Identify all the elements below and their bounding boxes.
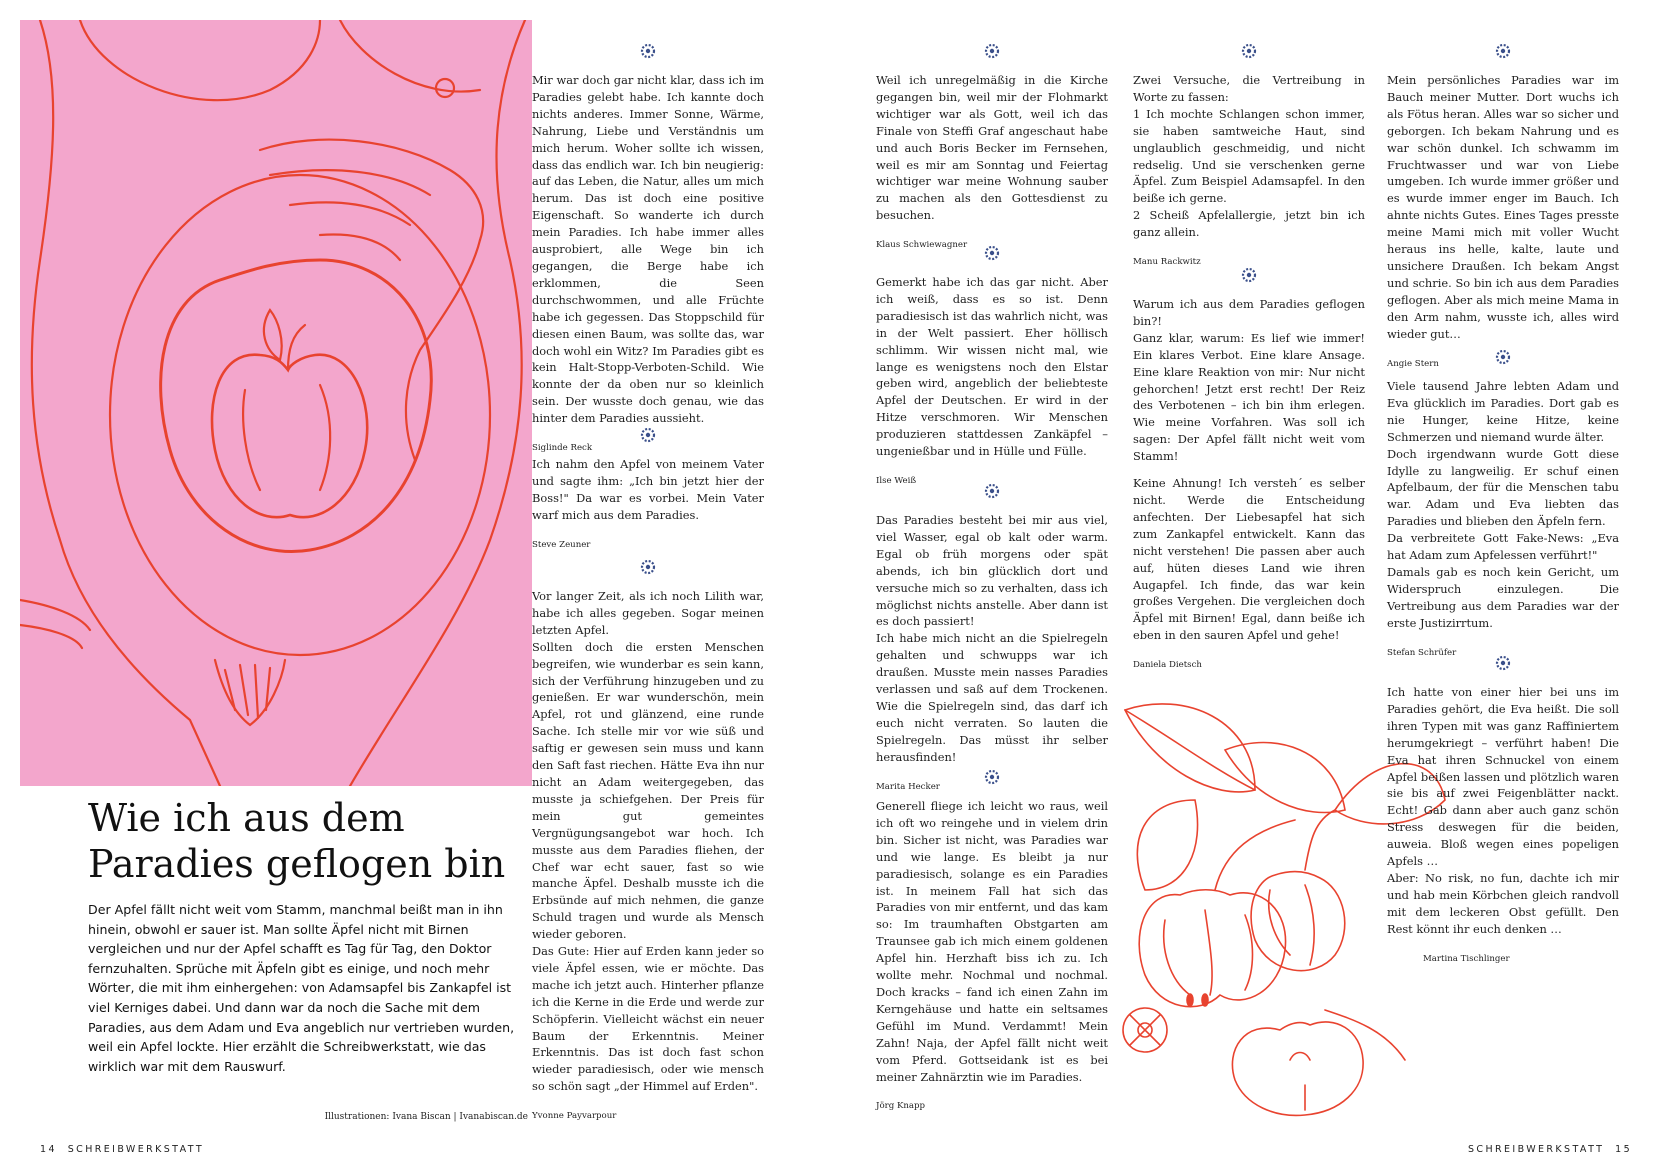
ornament-icon (983, 244, 1001, 262)
entry-10 (1387, 42, 1619, 372)
ornament-icon (1494, 348, 1512, 366)
ornament-icon (1494, 654, 1512, 672)
entry-12 (1387, 654, 1619, 968)
entry-text: Ich habe mich nicht an die Spielregeln gehalten und schwupps war ich draußen. Musste mein nasses Paradies verlassen und saß auf dem Trockenen. Wie die Spielregeln sind, das darf ich euch nicht verraten. So lauten die Spielregeln. Das müsst ihr selber herausfinden! (876, 631, 1108, 764)
entry-2 (532, 426, 764, 554)
entry-9 (1133, 266, 1365, 674)
entry-text: Mir war doch gar nicht klar, dass ich im Paradies gelebt habe. Ich kannte doch nichts anderes. Immer Sonne, Wärme, Nahrung, Liebe und Verständnis um mich herum. Woher sollte ich wissen, dass das endlich war. Ich bin neugierig: auf das Leben, die Natur, alles um mich herum. Das ist doch eine positive Eigenschaft. So wanderte ich durch mein Paradies. Ich habe immer alles ausprobiert, alle Wege bin ich gegangen, die Berge habe ich erklommen, die Seen durchschwommen, und alle Früchte habe ich gegessen. Das Stoppschild für diesen einen Baum, was sollte das, war doch wohl ein Witz? Im Paradies gibt es kein Halt-Stopp-Verboten-Schild. Wie konnte der da oben nur so kleinlich sein. Der wusste doch genau, wie das hinter dem Paradies aussieht. (532, 73, 764, 426)
entry-text: Ich hatte von einer hier bei uns im Paradies gehört, die Eva heißt. Die soll ihren Typen mit was ganz Raffiniertem herumgekriegt – verführt haben! Die Eva hat ihren Schnuckel von einem Apfel beißen lassen und plötzlich waren sie bis auf zwei Feigenblätter nackt. Echt! Gab dann aber auch ganz schön Stress deswegen für die beiden, auweia. Bloß wegen eines popeligen Apfels … (1387, 685, 1619, 869)
illustration-credit: Illustrationen: Ivana Biscan | Ivanabiscan.de (324, 1112, 528, 1122)
entry-author: Stefan Schrüfer (1387, 647, 1457, 658)
entry-text: Generell fliege ich leicht wo raus, weil ich oft wo reingehe und in vielem drin bin. Sicher ist nicht, was Paradies war und wie lange. Es bleibt ja nur paradiesisch, solange es ein Paradies ist. In meinem Fall hat sich das Paradies von mir entfernt, und das kam so: Im traumhaften Obstgarten am Traunsee gab ich mich einem goldenen Apfel hin. Herzhaft biss ich zu. Ich wollte mehr. Nochmal und nochmal. Doch kracks – fand ich einen Zahn im Kerngehäuse und hatte ein seltsames Gefühl im Mund. Verdammt! Mein Zahn! Naja, der Apfel fällt nicht weit vom Pferd. Gottseidank ist es bei meiner Zahnärztin wie im Paradies. (876, 799, 1108, 1084)
pregnant-belly-illustration (20, 20, 532, 786)
section-name-right: SCHREIBWERKSTATT (1468, 1144, 1605, 1155)
entry-author: Ilse Weiß (876, 475, 917, 486)
ornament-icon (983, 42, 1001, 60)
entry-author: Siglinde Reck (532, 443, 593, 454)
entry-text: Das Paradies besteht bei mir aus viel, viel Wasser, egal ob kalt oder warm. Egal ob früh morgens oder spät abends, ich bin glücklich dort und versuche mich so zu verhalten, dass ich möglichst nichts anstelle. Aber dann ist es doch passiert! (876, 513, 1108, 629)
entry-text: Das Gute: Hier auf Erden kann jeder so viele Äpfel essen, wie er möchte. Das mache ich jetzt auch. Hinterher pflanze ich die Kerne in die Erde und werde zur Schöpferin. Vielleicht wächst ein neuer Baum der Erkenntnis. Meiner Erkenntnis. Das ist doch fast schon wieder paradiesisch, oder wie mensch so schön sagt „der Himmel auf Erden". (532, 944, 764, 1094)
page-number-right: 15 (1615, 1144, 1633, 1155)
entry-author: Martina Tischlinger (1423, 953, 1510, 964)
entry-text: 2 Scheiß Apfelallergie, jetzt bin ich ganz allein. (1133, 208, 1365, 240)
ornament-icon (639, 426, 657, 444)
entry-text: Ich nahm den Apfel von meinem Vater und sagte ihm: „Ich bin jetzt hier der Boss!" Da war es vorbei. Mein Vater warf mich aus dem Paradies. (532, 457, 764, 522)
title-line-1: Wie ich aus dem (88, 796, 405, 840)
entry-text: Doch irgendwann wurde Gott diese Idylle zu langweilig. Er schuf einen Apfelbaum, der für die Menschen tabu war. Adam und Eva liebten das Paradies und blieben den Äpfeln fern. (1387, 446, 1619, 529)
entry-text: 1 Ich mochte Schlangen schon immer, sie haben samtweiche Haut, sind unglaublich geschmeidig, und nicht redselig. Und sie verschenken gerne Äpfel. Zum Beispiel Adamsapfel. In den beiße ich gerne. (1133, 106, 1365, 206)
entry-8 (1133, 42, 1365, 271)
ornament-icon (639, 558, 657, 576)
ornament-icon (1240, 42, 1258, 60)
entry-author: Angie Stern (1387, 358, 1439, 369)
article-intro: Der Apfel fällt nicht weit vom Stamm, manchmal beißt man in ihn hinein, obwohl er sauer ist. Man sollte Äpfel nicht mit Birnen vergleichen und nur der Apfel schafft es Tag für Tag, den Doktor fernzuhalten. Sprüche mit Äpfeln gibt es einige, und noch mehr Wörter, die mit ihm einhergehen: von Adamsapfel bis Zankapfel ist viel Kerniges dabei. Und dann war da noch die Sache mit dem Paradies, aus dem Adam und Eva angeblich nur vertrieben wurden, weil ein Apfel lockte. Hier erzählt die Schreibwerkstatt, wie das wirklich war mit dem Rauswurf. (88, 902, 515, 1074)
entry-text: Sollten doch die ersten Menschen begreifen, wie wunderbar es sein kann, sich der Verführung hinzugeben und zu genießen. Er war wunderschön, mein Apfel, rot und glänzend, eine runde Sache. Ich stelle mir vor wie süß und saftig er gewesen sein muss und kann den Saft fast riechen. Hätte Eva ihn nur nicht an Adam weitergegeben, das musste ja schiefgehen. Der Preis für mein gut gemeintes Vergnügungsangebot war hoch. Ich musste aus dem Paradies fliehen, der Chef war echt sauer, fast so wie manche Äpfel. Deshalb musste ich die Erbsünde auf mich nehmen, die ganze Schuld tragen und wurde als Mensch wieder geboren. (532, 639, 764, 942)
entry-text: Da verbreitete Gott Fake-News: „Eva hat Adam zum Apfelessen verführt!" (1387, 531, 1619, 563)
entry-text: Keine Ahnung! Ich versteh´ es selber nicht. Werde die Entscheidung anfechten. Der Liebesapfel hat sich zum Zankapfel entwickelt. Kann das nicht verstehen! Die passen aber auch auf, hüten dieses Land wie ihren Augapfel. Ich finde, das war kein großes Vergehen. Die vergleichen doch Äpfel mit Birnen! Egal, dann beiße ich eben in den sauren Apfel und gehe! (1133, 476, 1365, 643)
page-number-left: 14 (40, 1144, 57, 1155)
ornament-icon (1494, 42, 1512, 60)
ornament-icon (1240, 266, 1258, 284)
entry-author: Klaus Schwiewagner (876, 240, 968, 251)
entry-1 (532, 42, 764, 457)
ornament-icon (983, 482, 1001, 500)
entry-author: Manu Rackwitz (1133, 257, 1201, 268)
footer-left (40, 1144, 204, 1155)
entry-author: Steve Zeuner (532, 539, 591, 550)
title-line-2: Paradies geflogen bin (88, 842, 506, 886)
entry-author: Marita Hecker (876, 781, 940, 792)
entry-text: Gemerkt habe ich das gar nicht. Aber ich weiß, dass es so ist. Denn paradiesisch ist das wahrlich nicht, was in der Welt passiert. Eher höllisch schlimm. Wir wissen nicht mal, wie lange es wenigstens noch den Elstar geben wird, angeblich der beliebteste Apfel der Deutschen. Er wird in der Hitze verschmoren. Wir Menschen produzieren stattdessen Zankäpfel – ungenießbar und in Hülle und Fülle. (876, 275, 1108, 459)
entry-text: Viele tausend Jahre lebten Adam und Eva glücklich im Paradies. Dort gab es nie Hunger, keine Hitze, keine Schmerzen und niemand wurde älter. (1387, 379, 1619, 444)
entry-text: Mein persönliches Paradies war im Bauch meiner Mutter. Dort wuchs ich als Fötus heran. Alles war so sicher und geborgen. Ich bekam Nahrung und es war schön dunkel. Ich schwamm im Fruchtwasser und war von Liebe umgeben. Ich wurde immer größer und es wurde immer enger im Bauch. Ich ahnte nichts Gutes. Eines Tages presste meine Mami mich mit voller Wucht heraus ins helle, kalte, laute und unsichere Draußen. Ich bekam Angst und schrie. So bin ich aus dem Paradies geflogen. Aber als mich meine Mama in den Arm nahm, wusste ich, alles wird wieder gut… (1387, 73, 1619, 341)
entry-text: Warum ich aus dem Paradies geflogen bin?! (1133, 297, 1365, 328)
entry-5 (876, 244, 1108, 490)
entry-7 (876, 768, 1108, 1115)
entry-text: Damals gab es noch kein Gericht, um Widerspruch einzulegen. Die Vertreibung aus dem Paradies war der erste Justizirrtum. (1387, 564, 1619, 630)
footer-right (1468, 1144, 1632, 1155)
article-title (88, 795, 528, 887)
entry-text: Vor langer Zeit, als ich noch Lilith war, habe ich alles gegeben. Sogar meinen letzten Apfel. (532, 589, 764, 637)
belly-apple-drawing (20, 20, 532, 786)
entry-text: Zwei Versuche, die Vertreibung in Worte zu fassen: (1133, 73, 1365, 104)
entry-3 (532, 558, 764, 1125)
section-name-left: SCHREIBWERKSTATT (67, 1144, 205, 1155)
entry-text: Aber: No risk, no fun, dachte ich mir und hab mein Körbchen gleich randvoll mit dem leckeren Obst gefüllt. Den Rest könnt ihr euch denken … (1387, 870, 1619, 936)
entry-6 (876, 482, 1108, 796)
entry-author: Daniela Dietsch (1133, 660, 1202, 671)
ornament-icon (983, 768, 1001, 786)
entry-author: Yvonne Payvarpour (532, 1111, 617, 1122)
ornament-icon (639, 42, 657, 60)
entry-4 (876, 42, 1108, 254)
entry-text: Weil ich unregelmäßig in die Kirche gegangen bin, weil mir der Flohmarkt wichtiger war als Gott, weil ich das Finale von Steffi Graf angeschaut habe und auch Boris Becker im Fernsehen, weil es mir am Sonntag und Feiertag wichtiger war meine Wohnung sauber zu machen als den Gottesdienst zu besuchen. (876, 73, 1108, 223)
entry-11 (1387, 348, 1619, 662)
entry-text: Ganz klar, warum: Es lief wie immer! Ein klares Verbot. Eine klare Ansage. Eine klare Reaktion von mir: Nur nicht gehorchen! Jetzt erst recht! Der Reiz des Verbotenen – ich bin ihm erlegen. Wie meine Vorfahren. Was soll ich sagen: Der Apfel fällt nicht weit vom Stamm! (1133, 330, 1365, 464)
entry-author: Jörg Knapp (876, 1101, 926, 1112)
